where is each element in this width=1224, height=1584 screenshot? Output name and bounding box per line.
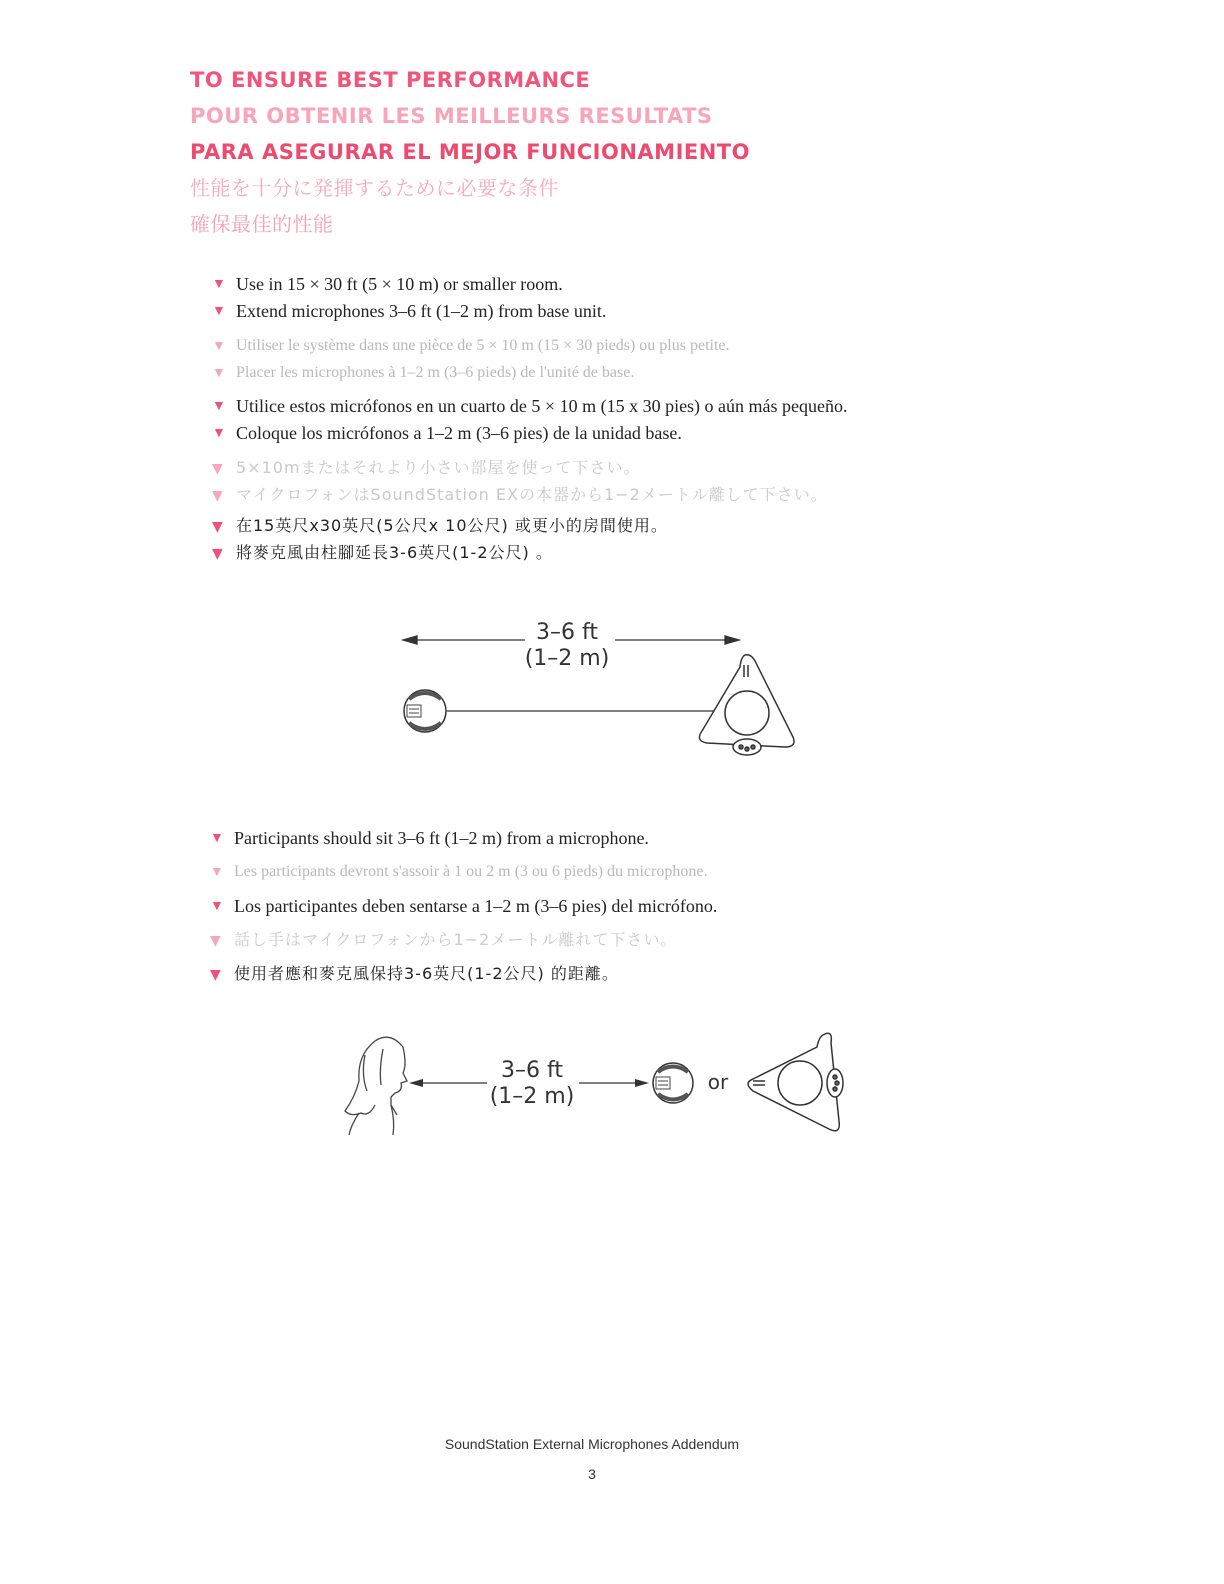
heading-french: POUR OBTENIR LES MEILLEURS RESULTATS <box>190 104 713 128</box>
heading-chinese: 確保最佳的性能 <box>190 212 334 236</box>
triangle-bullet-icon: ▼ <box>212 546 224 562</box>
list-item: ▼ Utiliser le système dans une pièce de 5 × 10 m (15 × 30 pieds) ou plus petite. <box>212 333 730 360</box>
list-item: ▼ Participants should sit 3–6 ft (1–2 m) from a microphone. <box>210 825 717 859</box>
triangle-bullet-icon: ▼ <box>212 461 224 477</box>
list-item: ▼ Use in 15 × 30 ft (5 × 10 m) or smaller room. <box>212 271 606 298</box>
participant-distance-diagram <box>335 1025 870 1140</box>
distance-ft-label: 3–6 ft <box>501 1058 563 1083</box>
arrow-head-icon <box>635 1079 649 1087</box>
bullets-section-2 <box>210 825 717 995</box>
or-label: or <box>707 1070 729 1094</box>
triangle-bullet-icon: ▼ <box>212 277 226 292</box>
triangle-bullet-icon: ▼ <box>210 933 222 949</box>
triangle-bullet-icon: ▼ <box>210 865 224 880</box>
bullets-chinese-1 <box>212 513 668 567</box>
list-item: ▼ 5×10mまたはそれより小さい部屋を使って下さい。 <box>212 455 828 482</box>
triangle-bullet-icon: ▼ <box>212 519 224 535</box>
list-item: ▼ 在15英尺x30英尺(5公尺x 10公尺) 或更小的房間使用。 <box>212 513 668 540</box>
list-item: ▼ Les participants devront s'assoir à 1 ou 2 m (3 ou 6 pieds) du microphone. <box>210 859 717 893</box>
list-item: ▼ 話し手はマイクロフォンから1−2メートル離れて下さい。 <box>210 927 717 961</box>
triangle-bullet-icon: ▼ <box>212 366 226 381</box>
list-item: ▼ 使用者應和麥克風保持3-6英尺(1-2公尺) 的距離。 <box>210 961 717 995</box>
list-item: ▼ 將麥克風由柱腳延長3-6英尺(1-2公尺) 。 <box>212 540 668 567</box>
distance-ft-label: 3–6 ft <box>536 620 598 645</box>
list-item: ▼ Los participantes deben sentarse a 1–2 m (3–6 pies) del micrófono. <box>210 893 717 927</box>
triangle-bullet-icon: ▼ <box>210 899 224 914</box>
triangle-bullet-icon: ▼ <box>210 831 224 846</box>
triangle-bullet-icon: ▼ <box>210 967 222 983</box>
arrow-head-icon <box>403 636 417 644</box>
base-unit-icon <box>699 655 794 755</box>
page-number: 3 <box>588 1466 596 1482</box>
heading-japanese: 性能を十分に発揮するために必要な条件 <box>190 176 559 200</box>
triangle-bullet-icon: ▼ <box>212 426 226 441</box>
list-item: ▼ マイクロフォンはSoundStation EXの本器から1−2メートル離して下さい。 <box>212 482 828 509</box>
bullets-spanish-1 <box>212 393 848 447</box>
list-item: ▼ Extend microphones 3–6 ft (1–2 m) from base unit. <box>212 298 606 325</box>
bullets-japanese-1 <box>212 455 828 509</box>
distance-m-label: (1–2 m) <box>489 1084 575 1109</box>
arrow-head-icon <box>409 1079 423 1087</box>
triangle-bullet-icon: ▼ <box>212 399 226 414</box>
external-microphone-icon <box>404 690 446 732</box>
arrow-head-icon <box>725 636 739 644</box>
list-item: ▼ Coloque los micrófonos a 1–2 m (3–6 pies) de la unidad base. <box>212 420 848 447</box>
triangle-bullet-icon: ▼ <box>212 304 226 319</box>
external-microphone-icon <box>653 1063 693 1103</box>
bullets-english-1 <box>212 271 606 325</box>
triangle-bullet-icon: ▼ <box>212 488 224 504</box>
participant-head-icon <box>345 1037 407 1135</box>
distance-m-label: (1–2 m) <box>524 646 610 671</box>
bullets-french-1 <box>212 333 730 387</box>
heading-english: TO ENSURE BEST PERFORMANCE <box>190 68 591 92</box>
heading-spanish: PARA ASEGURAR EL MEJOR FUNCIONAMIENTO <box>190 140 750 164</box>
footer-title: SoundStation External Microphones Addendum <box>444 1436 740 1452</box>
list-item: ▼ Placer les microphones à 1–2 m (3–6 pieds) de l'unité de base. <box>212 360 730 387</box>
list-item: ▼ Utilice estos micrófonos en un cuarto de 5 × 10 m (15 x 30 pies) o aún más pequeño. <box>212 393 848 420</box>
heading-block <box>190 66 750 246</box>
microphone-distance-diagram <box>395 605 815 775</box>
base-unit-icon <box>748 1033 843 1131</box>
triangle-bullet-icon: ▼ <box>212 339 226 354</box>
